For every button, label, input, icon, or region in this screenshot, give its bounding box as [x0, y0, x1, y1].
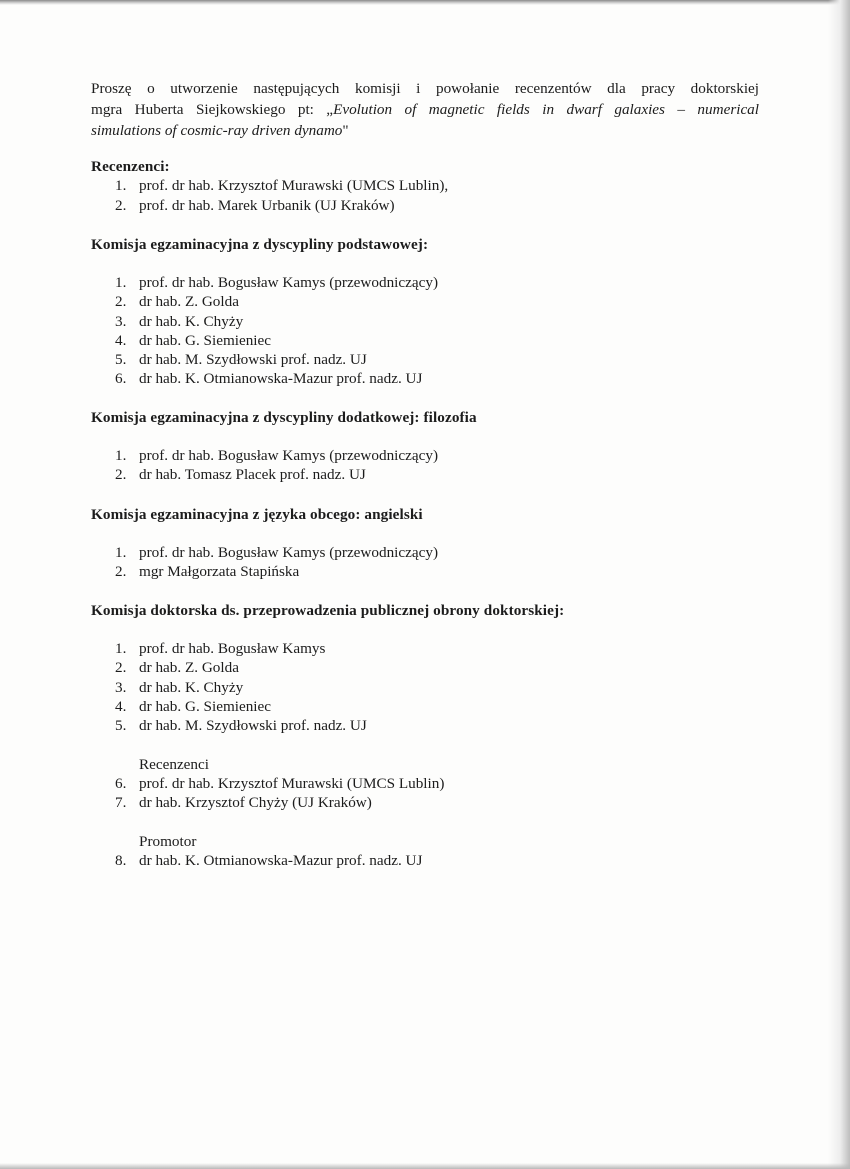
- item-number: 4.: [115, 697, 127, 715]
- scan-edge-bottom: [0, 1163, 850, 1169]
- item-text: dr hab. Z. Golda: [139, 293, 239, 311]
- defense-reviewers-label: Recenzenci: [139, 755, 209, 773]
- item-number: 7.: [115, 794, 127, 812]
- item-text: dr hab. K. Chyży: [139, 678, 244, 696]
- list-item: [91, 176, 771, 195]
- intro-line-3: [91, 121, 759, 142]
- item-number: 2.: [115, 563, 127, 581]
- item-text: prof. dr hab. Bogusław Kamys: [139, 640, 326, 657]
- item-text: dr hab. Krzysztof Chyży (UJ Kraków): [139, 794, 372, 812]
- reviewers-list: [91, 176, 771, 215]
- item-number: 1.: [115, 544, 127, 561]
- committee-language-section: [91, 505, 771, 524]
- list-item: [91, 697, 771, 716]
- committee-language-heading: Komisja egzaminacyjna z języka obcego: angielski: [91, 506, 423, 523]
- item-text: prof. dr hab. Bogusław Kamys (przewodniczący): [139, 447, 439, 464]
- item-text: prof. dr hab. Krzysztof Murawski (UMCS Lublin),: [139, 177, 449, 195]
- item-number: 1.: [115, 274, 127, 291]
- item-number: 6.: [115, 775, 127, 793]
- committee-defense-list: [91, 639, 771, 871]
- item-number: 5.: [115, 717, 127, 735]
- list-item: [91, 851, 771, 870]
- item-text: dr hab. Z. Golda: [139, 659, 239, 677]
- item-text: dr hab. G. Siemieniec: [139, 331, 272, 349]
- committee-basic-list: [91, 273, 771, 389]
- intro-line-1-text: Proszę o utworzenie następujących komisji i powołanie recenzentów dla pracy doktorskiej: [91, 80, 759, 97]
- reviewers-heading: Recenzenci:: [91, 158, 170, 175]
- item-text: dr hab. M. Szydłowski prof. nadz. UJ: [139, 717, 367, 735]
- list-item: [91, 639, 771, 658]
- item-number: 3.: [115, 678, 127, 696]
- item-number: 2.: [115, 466, 127, 484]
- item-text: dr hab. M. Szydłowski prof. nadz. UJ: [139, 351, 367, 369]
- list-item: [91, 331, 771, 350]
- item-number: 2.: [115, 293, 127, 311]
- committee-additional-list-wrap: [91, 446, 771, 485]
- committee-defense-heading: Komisja doktorska ds. przeprowadzenia publicznej obrony doktorskiej:: [91, 602, 565, 619]
- item-text: dr hab. K. Otmianowska-Mazur prof. nadz. UJ: [139, 370, 423, 388]
- item-number: 4.: [115, 331, 127, 349]
- defense-promoter-label: Promotor: [139, 832, 197, 850]
- thesis-title-part-1: Evolution of magnetic fields in dwarf galaxies – numerical: [333, 101, 759, 118]
- intro-line-2-prefix: mgra Huberta Siejkowskiego pt: „: [91, 101, 334, 118]
- reviewers-section: [91, 157, 771, 215]
- closing-quote: ": [342, 122, 349, 139]
- committee-additional-section: [91, 408, 771, 427]
- list-item: [91, 774, 771, 793]
- list-item: [91, 292, 771, 311]
- list-item: [91, 543, 771, 562]
- item-text: dr hab. G. Siemieniec: [139, 697, 272, 715]
- item-number: 5.: [115, 351, 127, 369]
- list-item: [91, 273, 771, 292]
- item-text: dr hab. Tomasz Placek prof. nadz. UJ: [139, 466, 366, 484]
- committee-basic-section: [91, 235, 771, 254]
- item-number: 8.: [115, 852, 127, 870]
- list-item: [91, 465, 771, 484]
- list-item: [91, 312, 771, 331]
- intro-line-1: [91, 79, 759, 100]
- spacer: [91, 813, 771, 832]
- committee-basic-list-wrap: [91, 273, 771, 389]
- item-text: mgr Małgorzata Stapińska: [139, 563, 300, 581]
- item-number: 2.: [115, 196, 127, 214]
- committee-additional-list: [91, 446, 771, 485]
- item-number: 2.: [115, 659, 127, 677]
- committee-basic-heading: Komisja egzaminacyjna z dyscypliny podstawowej:: [91, 236, 429, 253]
- item-number: 3.: [115, 312, 127, 330]
- list-item: [91, 716, 771, 735]
- intro-line-2: [91, 100, 759, 121]
- list-item: [91, 446, 771, 465]
- list-item: [91, 369, 771, 388]
- committee-defense-list-wrap: [91, 639, 771, 871]
- list-item: [91, 678, 771, 697]
- intro-paragraph: [91, 79, 759, 142]
- scan-edge-top: [0, 0, 850, 5]
- committee-additional-heading: Komisja egzaminacyjna z dyscypliny dodatkowej: filozofia: [91, 409, 477, 426]
- item-text: prof. dr hab. Bogusław Kamys (przewodniczący): [139, 274, 439, 291]
- list-item: [91, 793, 771, 812]
- item-number: 6.: [115, 370, 127, 388]
- committee-language-list-wrap: [91, 543, 771, 582]
- item-number: 1.: [115, 447, 127, 464]
- spacer: [91, 735, 771, 754]
- item-text: dr hab. K. Otmianowska-Mazur prof. nadz. UJ: [139, 852, 423, 870]
- list-item: [91, 196, 771, 215]
- list-item: [91, 350, 771, 369]
- item-number: 1.: [115, 640, 127, 657]
- item-text: prof. dr hab. Marek Urbanik (UJ Kraków): [139, 196, 395, 214]
- scan-edge-right: [828, 0, 850, 1169]
- thesis-title-part-2: simulations of cosmic-ray driven dynamo: [91, 122, 343, 139]
- item-text: prof. dr hab. Bogusław Kamys (przewodniczący): [139, 544, 439, 561]
- item-text: prof. dr hab. Krzysztof Murawski (UMCS Lublin): [139, 775, 445, 793]
- committee-defense-section: [91, 601, 771, 620]
- list-item: [91, 658, 771, 677]
- item-number: 1.: [115, 177, 127, 195]
- item-text: dr hab. K. Chyży: [139, 312, 244, 330]
- list-item: [91, 562, 771, 581]
- committee-language-list: [91, 543, 771, 582]
